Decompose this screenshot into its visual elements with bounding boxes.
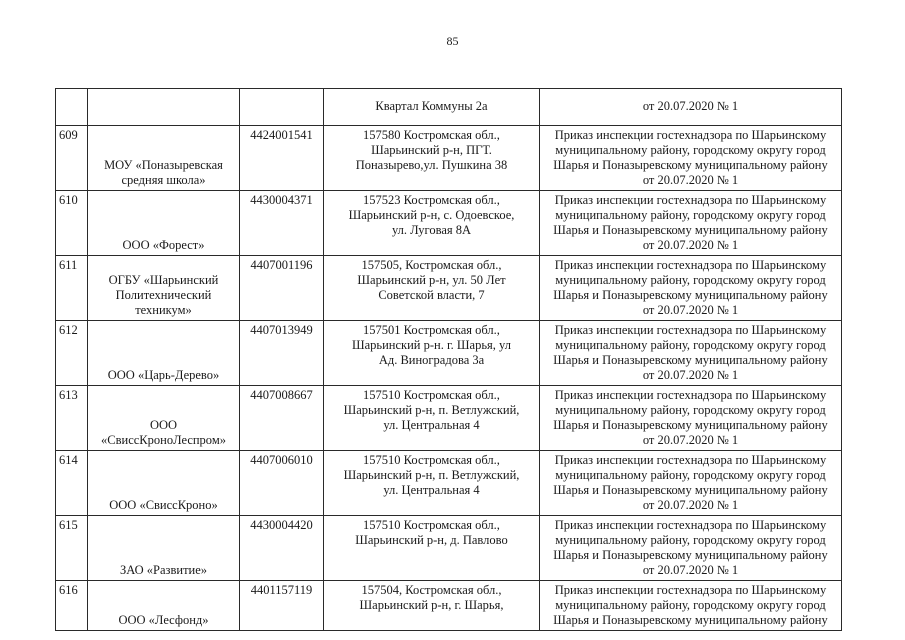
cell-number: 610 [56, 191, 88, 256]
address-line: 157580 Костромская обл., [363, 128, 500, 142]
cell-organization [88, 89, 240, 126]
address-line: Шарьинский р-н, ул. 50 Лет [357, 273, 506, 287]
cell-document [540, 386, 842, 451]
document-line: от 20.07.2020 № 1 [642, 433, 739, 447]
document-line: Шарья и Поназыревскому муниципальному району [553, 288, 828, 302]
cell-document [540, 451, 842, 516]
cell-organization [88, 581, 240, 631]
address-line: 157501 Костромская обл., [363, 323, 500, 337]
cell-address [324, 191, 540, 256]
table-row [56, 386, 842, 451]
document-line: Шарья и Поназыревскому муниципальному району [553, 418, 828, 432]
cell-inn: 4407001196 [240, 256, 324, 321]
cell-organization [88, 516, 240, 581]
cell-address [324, 386, 540, 451]
page-number: 85 [446, 34, 459, 48]
document-line: Шарья и Поназыревскому муниципальному району [553, 483, 828, 497]
address-line: Шарьинский р-н, ПГТ. [371, 143, 492, 157]
document-line: Приказ инспекции гостехнадзора по Шарьинскому [554, 518, 827, 532]
document-line: Приказ инспекции гостехнадзора по Шарьинскому [554, 193, 827, 207]
table-row [56, 191, 842, 256]
address-line: 157504, Костромская обл., [361, 583, 502, 597]
cell-inn: 4407006010 [240, 451, 324, 516]
table-row [56, 126, 842, 191]
cell-document [540, 191, 842, 256]
document-line: Шарья и Поназыревскому муниципальному району [553, 353, 828, 367]
document-line: Приказ инспекции гостехнадзора по Шарьинскому [554, 128, 827, 142]
document-line: от 20.07.2020 № 1 [642, 173, 739, 187]
document-line: муниципальному району, городскому округу город [555, 208, 826, 222]
document-line: муниципальному району, городскому округу город [555, 338, 826, 352]
cell-number: 612 [56, 321, 88, 386]
organization-line: МОУ «Поназыревская [104, 158, 223, 172]
document-line: муниципальному району, городскому округу город [555, 468, 826, 482]
cell-inn [240, 89, 324, 126]
address-line: Шарьинский р-н. г. Шарья, ул [352, 338, 511, 352]
cell-inn: 4407013949 [240, 321, 324, 386]
address-line: Ад. Виноградова 3а [378, 353, 485, 367]
address-line: 157510 Костромская обл., [363, 453, 500, 467]
address-line: Советской власти, 7 [378, 288, 485, 302]
document-line: муниципальному району, городскому округу город [555, 403, 826, 417]
cell-address [324, 451, 540, 516]
cell-inn: 4430004371 [240, 191, 324, 256]
cell-organization [88, 321, 240, 386]
document-line: Шарья и Поназыревскому муниципальному району [553, 223, 828, 237]
organization-line: Политехнический [115, 288, 212, 302]
cell-inn: 4430004420 [240, 516, 324, 581]
organization-line: средняя школа» [121, 173, 206, 187]
cell-number: 615 [56, 516, 88, 581]
cell-address [324, 516, 540, 581]
document-line: Приказ инспекции гостехнадзора по Шарьинскому [554, 258, 827, 272]
document-line: от 20.07.2020 № 1 [642, 303, 739, 317]
address-line: Шарьинский р-н, с. Одоевское, [348, 208, 515, 222]
organization-line: ООО «Царь-Дерево» [107, 368, 220, 382]
cell-address [324, 256, 540, 321]
organization-line: ОГБУ «Шарьинский [108, 273, 219, 287]
document-line: Шарья и Поназыревскому муниципальному району [553, 158, 828, 172]
cell-document [540, 581, 842, 631]
document-line: Приказ инспекции гостехнадзора по Шарьинскому [554, 583, 827, 597]
document-line: Приказ инспекции гостехнадзора по Шарьинскому [554, 453, 827, 467]
address-line: Шарьинский р-н, д. Павлово [355, 533, 508, 547]
address-line: 157505, Костромская обл., [361, 258, 502, 272]
document-line: Приказ инспекции гостехнадзора по Шарьинскому [554, 388, 827, 402]
cell-inn: 4401157119 [240, 581, 324, 631]
document-line: от 20.07.2020 № 1 [642, 563, 739, 577]
organization-line: ЗАО «Развитие» [119, 563, 208, 577]
cell-number: 614 [56, 451, 88, 516]
address-line: Поназырево,ул. Пушкина 38 [355, 158, 508, 172]
document-line: Шарья и Поназыревскому муниципальному району [553, 613, 828, 627]
organization-line: ООО «СвиссКроно» [109, 498, 218, 512]
cell-organization [88, 451, 240, 516]
cell-address [324, 581, 540, 631]
address-line: 157510 Костромская обл., [363, 388, 500, 402]
table-row [56, 516, 842, 581]
document-line: от 20.07.2020 № 1 [642, 368, 739, 382]
table-row [56, 451, 842, 516]
document-line: муниципальному району, городскому округу город [555, 143, 826, 157]
document-line: муниципальному району, городскому округу город [555, 533, 826, 547]
document-line: от 20.07.2020 № 1 [642, 238, 739, 252]
cell-address: Квартал Коммуны 2а [324, 89, 540, 126]
cell-number [56, 89, 88, 126]
cell-organization [88, 386, 240, 451]
cell-document [540, 321, 842, 386]
cell-document [540, 126, 842, 191]
registry-table [55, 88, 842, 631]
table-row [56, 321, 842, 386]
address-line: ул. Центральная 4 [383, 483, 480, 497]
address-line: ул. Центральная 4 [383, 418, 480, 432]
cell-document: от 20.07.2020 № 1 [540, 89, 842, 126]
organization-line: «СвиссКроноЛеспром» [101, 433, 226, 447]
address-line: Шарьинский р-н, п. Ветлужский, [343, 403, 520, 417]
cell-number: 609 [56, 126, 88, 191]
address-line: Шарьинский р-н, п. Ветлужский, [343, 468, 520, 482]
address-line: 157510 Костромская обл., [363, 518, 500, 532]
cell-document [540, 256, 842, 321]
table-row [56, 581, 842, 631]
cell-address [324, 126, 540, 191]
document-line: Приказ инспекции гостехнадзора по Шарьинскому [554, 323, 827, 337]
cell-organization [88, 191, 240, 256]
cell-document [540, 516, 842, 581]
document-line: от 20.07.2020 № 1 [642, 498, 739, 512]
document-line: муниципальному району, городскому округу город [555, 273, 826, 287]
cell-number: 613 [56, 386, 88, 451]
organization-line: ООО «Форест» [122, 238, 205, 252]
address-line: ул. Луговая 8А [391, 223, 472, 237]
cell-organization [88, 126, 240, 191]
organization-line: техникум» [135, 303, 192, 317]
document-line: Шарья и Поназыревскому муниципальному району [553, 548, 828, 562]
cell-inn: 4407008667 [240, 386, 324, 451]
cell-number: 611 [56, 256, 88, 321]
address-line: 157523 Костромская обл., [363, 193, 500, 207]
cell-inn: 4424001541 [240, 126, 324, 191]
document-line: муниципальному району, городскому округу город [555, 598, 826, 612]
organization-line: ООО [149, 418, 178, 432]
cell-address [324, 321, 540, 386]
cell-number: 616 [56, 581, 88, 631]
table-row-continued [56, 89, 842, 126]
address-line: Шарьинский р-н, г. Шарья, [359, 598, 504, 612]
organization-line: ООО «Лесфонд» [118, 613, 209, 627]
cell-organization [88, 256, 240, 321]
table-row [56, 256, 842, 321]
